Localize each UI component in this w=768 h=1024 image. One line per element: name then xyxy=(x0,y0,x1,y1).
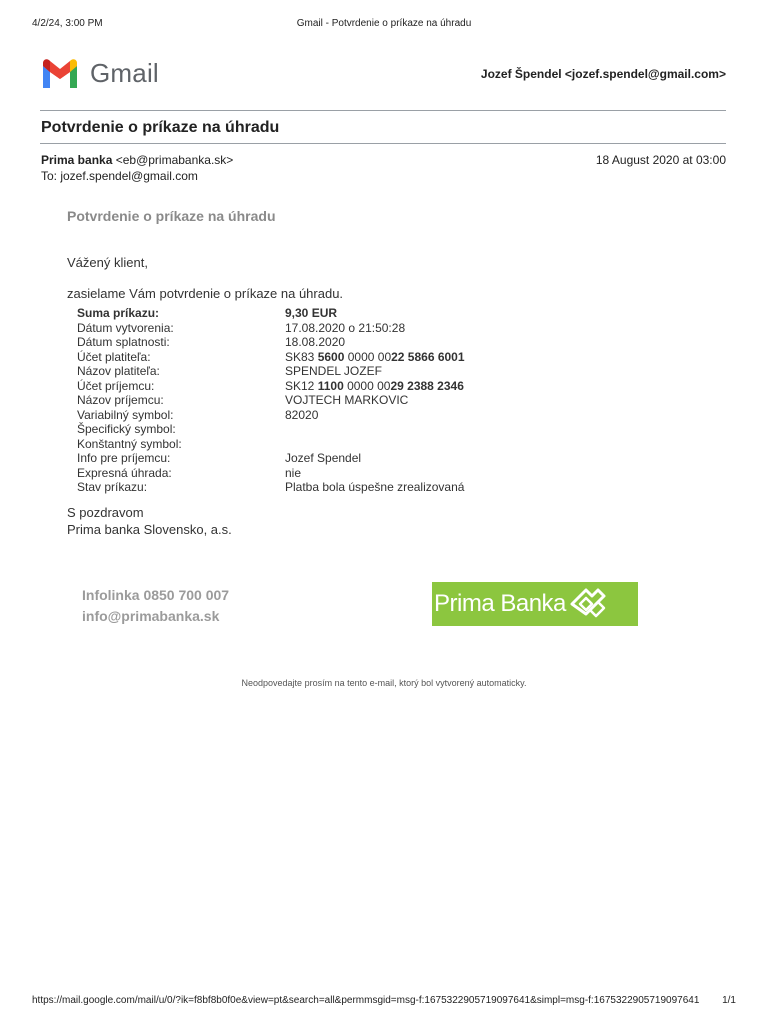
table-row xyxy=(77,306,465,321)
account-name: Jozef Špendel <jozef.spendel@gmail.com> xyxy=(480,67,726,81)
iban-prefix: SK12 xyxy=(285,378,318,393)
gmail-m-icon xyxy=(40,58,80,88)
iban-account-number: 29 2388 2346 xyxy=(390,378,464,393)
print-title: Gmail - Potvrdenie o príkaze na úhradu xyxy=(296,18,472,29)
iban-bank-code: 1100 xyxy=(317,378,344,393)
email-subject: Potvrdenie o príkaze na úhradu xyxy=(41,119,280,136)
infoline-phone: Infolinka 0850 700 007 xyxy=(82,587,230,603)
table-row xyxy=(77,480,465,495)
table-row xyxy=(77,451,465,466)
table-row xyxy=(77,321,465,336)
bank-logo-text: Prima Banka xyxy=(434,590,566,617)
table-row xyxy=(77,408,465,423)
sender-email: <eb@primabanka.sk> xyxy=(115,153,234,167)
row-label: Účet platiteľa: xyxy=(77,349,151,364)
iban-bank-code: 5600 xyxy=(317,349,345,364)
prima-banka-mark-icon xyxy=(568,586,608,622)
table-row xyxy=(77,422,465,437)
row-label: Dátum splatnosti: xyxy=(77,335,170,349)
row-label: Info pre príjemcu: xyxy=(77,451,171,465)
iban-account-number: 22 5866 6001 xyxy=(391,349,465,364)
table-row xyxy=(77,379,465,394)
gmail-wordmark: Gmail xyxy=(90,57,159,88)
sender-line xyxy=(41,153,233,167)
row-label: Dátum vytvorenia: xyxy=(77,320,174,335)
table-row xyxy=(77,466,465,481)
table-row xyxy=(77,335,465,350)
row-value: 18.08.2020 xyxy=(285,335,346,349)
row-value xyxy=(285,422,465,437)
row-label: Variabilný symbol: xyxy=(77,407,174,422)
email-date: 18 August 2020 at 03:00 xyxy=(595,153,726,167)
row-value xyxy=(285,437,465,452)
print-datetime: 4/2/24, 3:00 PM xyxy=(32,18,103,29)
payer-account-value xyxy=(285,350,465,365)
subject-divider xyxy=(40,143,726,144)
row-label: Špecifický symbol: xyxy=(77,422,176,436)
table-row xyxy=(77,364,465,379)
print-page-number: 1/1 xyxy=(722,995,736,1006)
payee-account-value xyxy=(285,379,465,394)
gmail-logo[interactable] xyxy=(40,56,159,90)
row-value: Jozef Spendel xyxy=(285,451,362,465)
table-row xyxy=(77,437,465,452)
payment-details-table xyxy=(77,306,465,495)
recipient-line: To: jozef.spendel@gmail.com xyxy=(41,169,198,183)
intro-text: zasielame Vám potvrdenie o príkaze na úhradu. xyxy=(67,286,344,301)
table-row xyxy=(77,393,465,408)
row-value: 17.08.2020 o 21:50:28 xyxy=(285,320,406,335)
header-divider xyxy=(40,110,726,111)
iban-middle: 0000 00 xyxy=(344,349,392,364)
row-label: Názov platiteľa: xyxy=(77,364,160,378)
table-row xyxy=(77,350,465,365)
row-value: VOJTECH MARKOVIC xyxy=(285,393,409,407)
closing-text: S pozdravom xyxy=(67,505,144,520)
row-value: 9,30 EUR xyxy=(285,306,338,320)
signature: Prima banka Slovensko, a.s. xyxy=(67,522,232,537)
row-value: 82020 xyxy=(285,407,319,422)
info-email[interactable]: info@primabanka.sk xyxy=(82,608,220,624)
iban-prefix: SK83 xyxy=(285,349,318,364)
row-value: nie xyxy=(285,465,302,480)
row-label: Stav príkazu: xyxy=(77,480,148,494)
print-url: https://mail.google.com/mail/u/0/?ik=f8bf8b0f0e&view=pt&search=all&permmsgid=msg-f:1675322905719097641&simpl=msg-f:1675322905719097641 xyxy=(32,995,700,1006)
row-label: Suma príkazu: xyxy=(77,306,160,320)
prima-banka-logo xyxy=(432,582,638,626)
row-value: Platba bola úspešne zrealizovaná xyxy=(285,480,465,494)
greeting: Vážený klient, xyxy=(67,255,148,270)
sender-name: Prima banka xyxy=(41,153,113,167)
body-title: Potvrdenie o príkaze na úhradu xyxy=(67,208,276,224)
row-label: Názov príjemcu: xyxy=(77,393,164,407)
row-label: Expresná úhrada: xyxy=(77,465,172,480)
row-value: SPENDEL JOZEF xyxy=(285,364,382,378)
auto-reply-notice: Neodpovedajte prosím na tento e-mail, ktorý bol vytvorený automaticky. xyxy=(241,678,527,688)
row-label: Účet príjemcu: xyxy=(77,378,155,393)
row-label: Konštantný symbol: xyxy=(77,436,182,451)
iban-middle: 0000 00 xyxy=(343,378,391,393)
